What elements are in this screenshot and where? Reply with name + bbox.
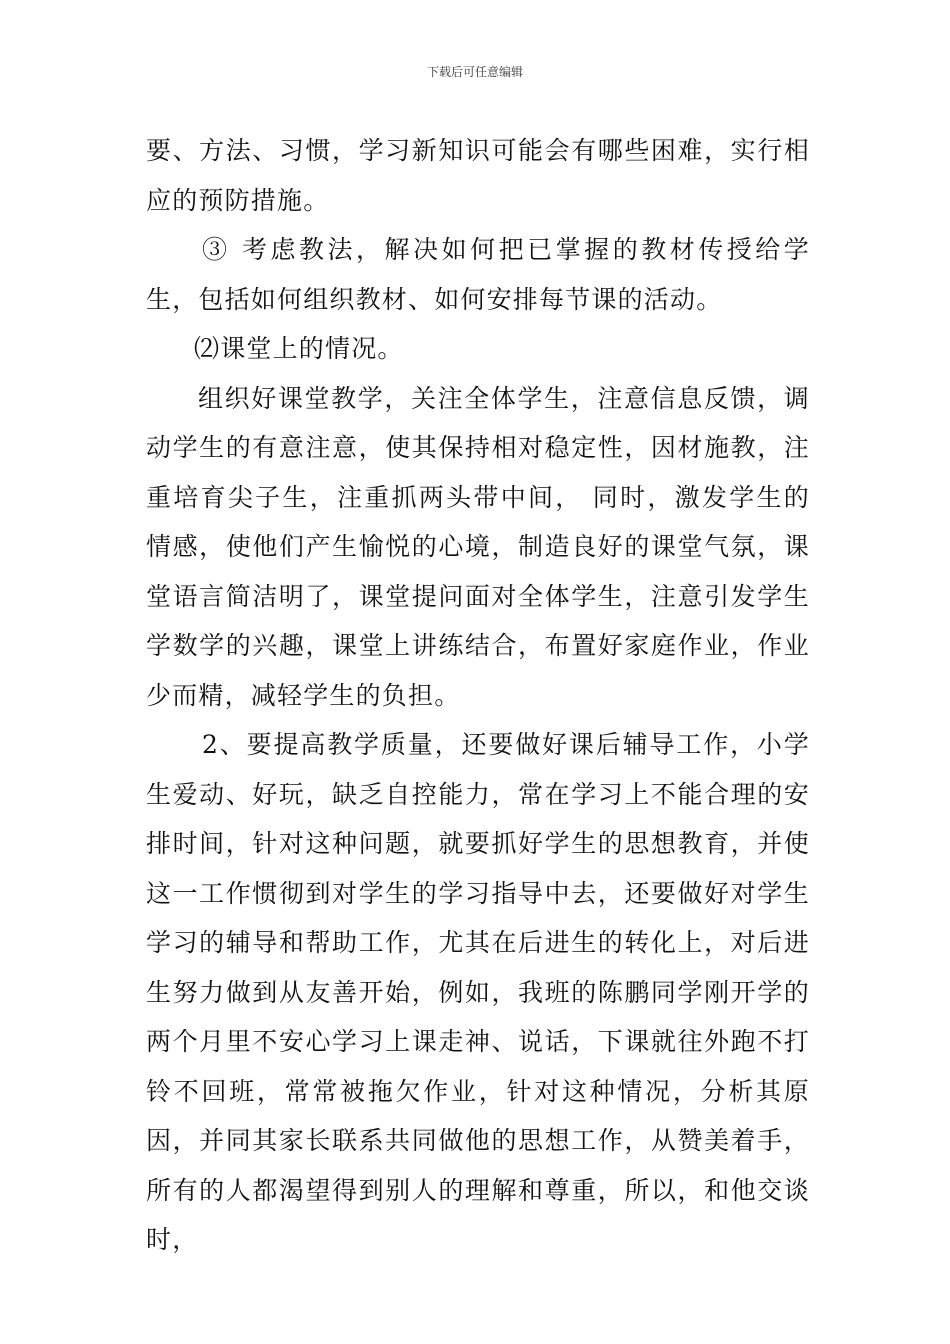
paragraph-after-class-tutoring: 2、要提高教学质量，还要做好课后辅导工作，小学生爱动、好玩，缺乏自控能力，常在学习上不能合理的安排时间，针对这种问题，就要抓好学生的思想教育，并使这一工作惯彻到对学生的学习指导中去，还要做好对学生学习的辅导和帮助工作，尤其在后进生的转化上，对后进生努力做到从友善开始，例如，我班的陈鹏同学刚开学的两个月里不安心学习上课走神、说话，下课就往外跑不打铃不回班，常常被拖欠作业，针对这种情况，分析其原因，并同其家长联系共同做他的思想工作，从赞美着手，所有的人都渴望得到别人的理解和尊重，所以，和他交谈时， <box>146 730 810 1254</box>
paragraph-continuation: 要、方法、习惯，学习新知识可能会有哪些困难，实行相应的预防措施。 <box>146 136 810 215</box>
document-body <box>146 126 810 1265</box>
page-header: 下载后可任意编辑 <box>426 65 523 79</box>
paragraph-classroom-organization: 组织好课堂教学，关注全体学生，注意信息反馈，调动学生的有意注意，使其保持相对稳定性，因材施教，注重培育尖子生，注重抓两头带中间， 同时，激发学生的情感，使他们产生愉悦的心境，制造良好的课堂气氛，课堂语言简洁明了，课堂提问面对全体学生，注意引发学生学数学的兴趣，课堂上讲练结合，布置好家庭作业，作业少而精，减轻学生的负担。 <box>146 383 810 710</box>
paragraph-teaching-method: ③ 考虑教法，解决如何把已掌握的教材传授给学生，包括如何组织教材、如何安排每节课的活动。 <box>146 235 810 314</box>
paragraph-classroom-heading: ⑵课堂上的情况。 <box>194 334 404 363</box>
